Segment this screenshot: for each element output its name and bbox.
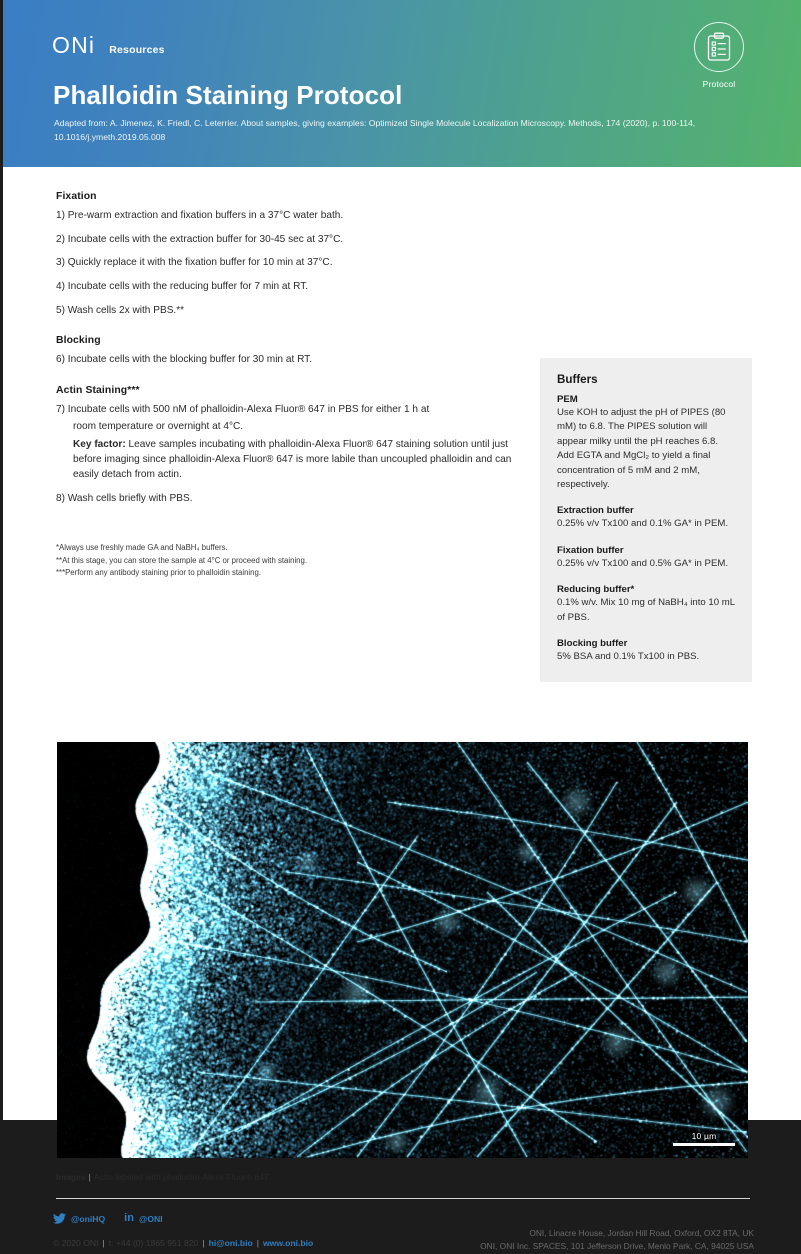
- buffer-name: Fixation buffer: [557, 544, 624, 556]
- buffers-panel-title: Buffers: [557, 373, 598, 386]
- section-heading-blocking: Blocking: [56, 335, 101, 347]
- buffer-description: 0.25% v/v Tx100 and 0.1% GA* in PEM.: [557, 518, 729, 530]
- section-heading-fixation: Fixation: [56, 191, 97, 202]
- brand-row: [52, 34, 165, 57]
- copyright-text: © 2020 ONI: [53, 1238, 99, 1248]
- protocol-step: 8) Wash cells briefly with PBS.: [56, 492, 193, 504]
- footnotes: [56, 542, 516, 579]
- actin-fluorescence-canvas: [57, 742, 748, 1158]
- microscopy-image: [57, 742, 748, 1158]
- badge-label: Protocol: [702, 79, 736, 89]
- contact-separator: |: [256, 1238, 259, 1248]
- footnote-item: **At this stage, you can store the sample at 4°C or proceed with staining.: [56, 555, 308, 565]
- scale-bar: [673, 1131, 735, 1146]
- oni-logo[interactable]: ONi: [52, 32, 96, 58]
- caption-label: Images: [56, 1172, 86, 1182]
- phone-text: t: +44 (0) 1865 951 820: [108, 1238, 199, 1248]
- buffer-description: Use KOH to adjust the pH of PIPES (80 mM) to 6.8. The PIPES solution will appear milky until the pH reaches 6.8. Add EGTA and MgCl₂ to yield a final concentration of 5 mM and 2 mM, respectively.: [557, 407, 726, 490]
- buffer-name: Extraction buffer: [557, 505, 634, 517]
- badge-circle: [694, 22, 744, 72]
- protocol-steps-column: [56, 191, 516, 579]
- linkedin-icon: in: [124, 1212, 134, 1224]
- protocol-step-continuation: room temperature or overnight at 4°C.: [73, 421, 244, 433]
- protocol-step: 2) Incubate cells with the extraction buffer for 30-45 sec at 37°C.: [56, 233, 344, 245]
- protocol-step: 7) Incubate cells with 500 nM of phalloidin-Alexa Fluor® 647 in PBS for either 1 h at: [56, 403, 430, 415]
- caption-divider: |: [88, 1172, 91, 1182]
- buffers-panel: [540, 358, 752, 682]
- footnote-item: ***Perform any antibody staining prior to phalloidin staining.: [56, 567, 262, 577]
- protocol-step: 1) Pre-warm extraction and fixation buffers in a 37°C water bath.: [56, 210, 344, 221]
- twitter-icon: [53, 1213, 66, 1224]
- protocol-key-factor: [56, 437, 516, 483]
- caption-text: Actin labeled with phalloidin-Alexa Fluor® 647.: [93, 1172, 272, 1182]
- website-link[interactable]: www.oni.bio: [263, 1238, 314, 1248]
- buffer-name: Blocking buffer: [557, 637, 628, 649]
- email-link[interactable]: hi@oni.bio: [208, 1238, 253, 1248]
- footer-divider: [56, 1198, 750, 1199]
- linkedin-handle: @ONI: [138, 1213, 163, 1224]
- buffer-name: PEM: [557, 394, 578, 405]
- buffer-name: Reducing buffer*: [557, 584, 635, 596]
- protocol-step: 3) Quickly replace it with the fixation buffer for 10 min at 37°C.: [56, 257, 333, 269]
- contact-line: [53, 1238, 313, 1248]
- twitter-link[interactable]: [53, 1213, 105, 1224]
- protocol-badge: [679, 22, 759, 89]
- footnote-item: *Always use freshly made GA and NaBH₄ buffers.: [56, 543, 228, 553]
- social-links: [53, 1213, 163, 1224]
- buffer-description: 5% BSA and 0.1% Tx100 in PBS.: [557, 650, 700, 662]
- figure-caption: [56, 1172, 271, 1182]
- protocol-step: 5) Wash cells 2x with PBS.**: [56, 304, 185, 316]
- address-line-uk: ONI, Linacre House, Jordan Hill Road, Oxford, OX2 8TA, UK: [529, 1228, 754, 1238]
- company-address: [480, 1227, 754, 1254]
- scale-bar-line: [673, 1143, 735, 1146]
- key-factor-text: Leave samples incubating with phalloidin-Alexa Fluor® 647 staining solution until just before imaging since phalloidin-Alexa Fluor® 647 is more labile than uncoupled phalloidin and can easily detach from actin.: [73, 438, 512, 481]
- buffer-description: 0.1% w/v. Mix 10 mg of NaBH₄ into 10 mL of PBS.: [557, 597, 735, 623]
- buffer-description: 0.25% v/v Tx100 and 0.5% GA* in PEM.: [557, 557, 729, 569]
- twitter-handle: @oniHQ: [71, 1213, 106, 1224]
- scale-bar-label: 10 µm: [691, 1131, 717, 1141]
- protocol-step: 6) Incubate cells with the blocking buffer for 30 min at RT.: [56, 354, 313, 366]
- page-header: [3, 0, 801, 167]
- page-title: Phalloidin Staining Protocol: [53, 80, 403, 110]
- contact-separator: |: [202, 1238, 205, 1248]
- linkedin-link[interactable]: [124, 1213, 162, 1224]
- address-line-us: ONI, ONI Inc. SPACES, 101 Jefferson Drive, Menlo Park, CA, 94025 USA: [480, 1241, 754, 1252]
- contact-separator: |: [102, 1238, 105, 1248]
- section-heading-actin-staining: Actin Staining***: [56, 384, 140, 396]
- protocol-step: 4) Incubate cells with the reducing buffer for 7 min at RT.: [56, 280, 309, 292]
- key-factor-label: Key factor:: [73, 438, 126, 450]
- page-subtitle: Adapted from: A. Jimenez, K. Friedl, C. Leterrier. About samples, giving examples: Optimized Single Molecule Localization Microscopy. Methods, 174 (2020), p. 100-114, 10.1016/j.ymeth.2019.05.008: [54, 118, 696, 143]
- nav-resources-link[interactable]: Resources: [109, 44, 165, 56]
- clipboard-checklist-icon: [706, 32, 732, 62]
